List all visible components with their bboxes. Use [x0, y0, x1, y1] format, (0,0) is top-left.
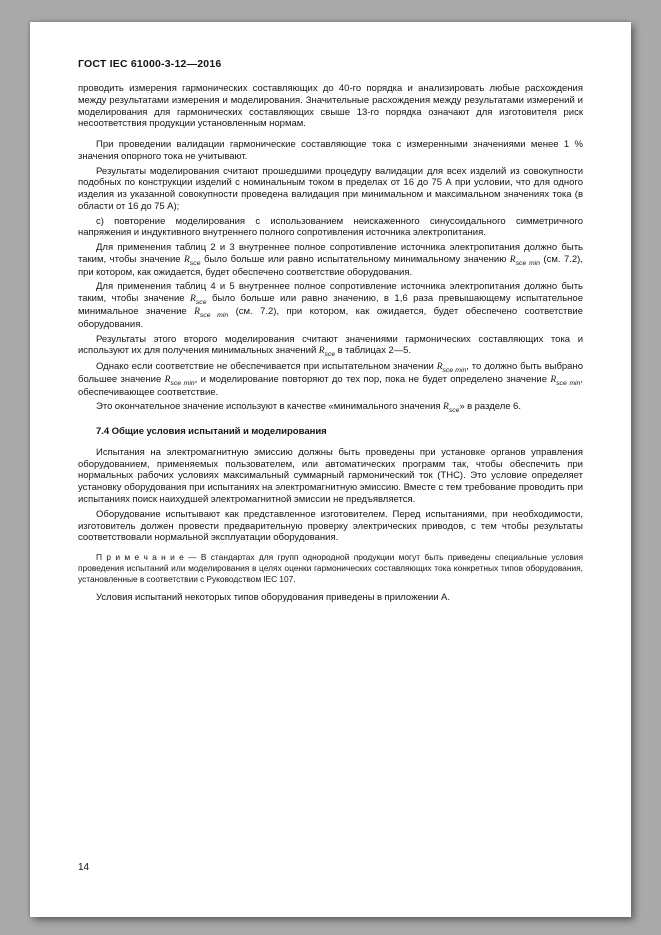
paragraph: проводить измерения гармонических составляющих до 40-го порядка и анализировать любые расхождения между результатами измерения и моделирования. Значительные расхождения между результатами измерений и моделирования для гармонических составляющих свыше 13-го порядка означают для изготовителя риск несоответствия продукции установленным нормам. — [78, 83, 583, 130]
document-page — [30, 22, 631, 917]
paragraph: Результаты моделирования считают прошедшими процедуру валидации для всех изделий из совокупности подобных по конструкции изделий с номинальным током в пределах от 16 до 75 А при условии, что для одного изделия из указанной совокупности проведена валидация при минимальном и максимальном значениях тока (в области от 16 до 75 А); — [78, 165, 583, 212]
section-heading: 7.4 Общие условия испытаний и моделирования — [96, 426, 327, 438]
paragraph: с) повторение моделирования с использованием неискаженного синусоидального симметричного напряжения и индуктивного внутреннего полного сопротивления источника электропитания. — [78, 215, 583, 239]
paragraph: Условия испытаний некоторых типов оборудования приведены в приложении А. — [96, 592, 451, 604]
note-paragraph: П р и м е ч а н и е — В стандартах для групп однородной продукции могут быть приведены специальные условия проведения испытаний или моделирования в целях оценки гармонических составляющих тока конкретных типов оборудования, установленные в соответствии с Руководством IEC 107. — [78, 552, 583, 584]
math-variable: R — [550, 374, 557, 385]
math-subscript: sce min — [442, 366, 467, 374]
math-variable: R — [184, 254, 190, 265]
math-variable: R — [318, 346, 325, 357]
math-variable: R — [194, 307, 200, 318]
math-variable: R — [509, 254, 516, 265]
math-subscript: sce — [195, 299, 207, 307]
document-header: ГОСТ IEC 61000-3-12—2016 — [78, 58, 222, 70]
page-number: 14 — [78, 862, 90, 873]
math-subscript: sce — [448, 407, 460, 415]
math-subscript: sce min — [170, 379, 195, 387]
paragraph: Для применения таблиц 4 и 5 внутреннее полное сопротивление источника электропитания должно быть таким, чтобы значение $R_{sce}$ было больше или равно значению, в 1,6 раза превышающему испытательное минимальное значение $R_{sce min}$ (см. 7.2), при котором, как ожидается, будет обеспечено соответствие оборудования. — [78, 281, 583, 330]
paragraph: Однако если соответствие не обеспечивается при испытательном значении $R_{sce min}$, то должно быть выбрано большее значение $R_{sce min}$, и моделирование повторяют до тех пор, пока не будет определено значение $R_{sce min}$, обеспечивающее соответствие. — [78, 361, 583, 398]
paragraph: Оборудование испытывают как представленное изготовителем. Перед испытаниями, при необходимости, изготовитель должен провести предварительную проверку электрических приводов, с тем чтобы результаты соответствовали нормальной эксплуатации оборудования. — [78, 508, 583, 544]
math-subscript: sce min — [515, 259, 540, 267]
math-subscript: sce — [324, 351, 336, 359]
paragraph: Испытания на электромагнитную эмиссию должны быть проведены при установке органов управления оборудованием, применяемых пользователем, или автоматических программ так, чтобы обеспечить при нормальных рабочих условиях максимальный суммарный гармонический ток (THC). Это условие определяет установку оборудования при испытаниях на электромагнитную эмиссию. Вместе с тем требование проводить при испытаниях поиск наихудшей электромагнитной эмиссии не предъявляется. — [78, 446, 583, 505]
paragraph: При проведении валидации гармонические составляющие тока с измеренными значениями менее 1 % значения опорного тока не учитывают. — [78, 139, 583, 162]
document-content — [78, 83, 583, 604]
paragraph: Это окончательное значение используют в качестве «минимального значения $R_{sce}$» в разделе 6. — [96, 401, 521, 415]
math-subscript: sce min — [556, 379, 581, 387]
math-subscript: sce — [189, 259, 201, 267]
math-subscript: sce min — [199, 311, 229, 319]
math-variable: R — [190, 294, 196, 305]
paragraph: Для применения таблиц 2 и 3 внутреннее полное сопротивление источника электропитания должно быть таким, чтобы значение $R_{sce}$ было больше или равно испытательному минимальному значению $R_{sce min}$ (см. 7.2), при котором, как ожидается, будет обеспечено соответствие оборудования. — [78, 242, 583, 278]
math-variable: R — [164, 374, 171, 385]
math-variable: R — [436, 362, 443, 373]
paragraph: Результаты этого второго моделирования считают значениями гармонических составляющих тока и используют их для получения минимальных значений $R_{sce}$ в таблицах 2—5. — [78, 333, 583, 359]
math-variable: R — [442, 402, 449, 413]
